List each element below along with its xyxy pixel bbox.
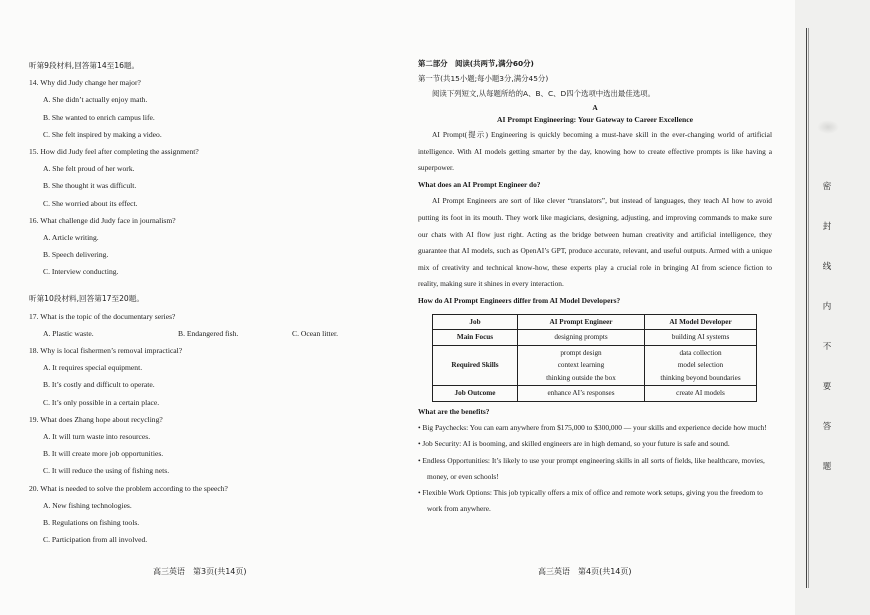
cell-line: context learning [557, 361, 605, 370]
row-label: Main Focus [433, 330, 518, 346]
table-header: AI Model Developer [645, 314, 757, 330]
question-text: 16. What challenge did Judy face in journalism? [29, 215, 176, 225]
table-row [433, 330, 757, 346]
heading-benefits: What are the benefits? [418, 406, 490, 416]
question-text: 18. Why is local fishermen’s removal impractical? [29, 346, 183, 355]
answer-option: A. Article writing. [43, 232, 99, 242]
page-footer-left: 高三英语 第3页(共14页) [153, 567, 247, 576]
benefit-item: • Flexible Work Options: This job typically offers a mix of office and remote work setups, giving you the freedom to work from anywhere. [418, 487, 763, 514]
table-header: Job [433, 314, 518, 330]
cell-line: building AI systems [671, 333, 730, 342]
seal-char: 答 [822, 422, 832, 432]
questions-14-16 [29, 57, 389, 280]
seal-char: 不 [822, 342, 832, 352]
answer-option: B. It will create more job opportunities. [43, 449, 164, 459]
option-c: C. Ocean litter. [292, 328, 338, 338]
seal-char: 题 [822, 462, 832, 472]
reading-section [418, 57, 772, 517]
heading-role: What does an AI Prompt Engineer do? [418, 179, 541, 189]
table-cell [518, 386, 645, 402]
answer-option: B. She thought it was difficult. [43, 181, 137, 191]
answer-option: A. New fishing technologies. [43, 500, 132, 510]
seal-char: 内 [822, 302, 832, 312]
question-text: 14. Why did Judy change her major? [29, 78, 141, 88]
benefit-item: • Job Security: AI is booming, and skilled engineers are in high demand, so your future is safe and sound. [418, 439, 730, 449]
question-17-options [29, 325, 389, 342]
answer-option: A. She felt proud of her work. [43, 164, 135, 174]
seal-char: 要 [822, 382, 832, 392]
answer-option: C. It will reduce the using of fishing nets. [43, 466, 170, 476]
seal-char: 线 [822, 262, 832, 272]
section-instruction: 听第9段材料,回答第14至16题。 [29, 61, 140, 70]
question-text: 15. How did Judy feel after completing the assignment? [29, 146, 199, 156]
question-text: 19. What does Zhang hope about recycling? [29, 414, 163, 424]
table-cell [518, 330, 645, 346]
answer-option: B. She wanted to enrich campus life. [43, 112, 155, 122]
table-cell [645, 386, 757, 402]
table-cell [645, 330, 757, 346]
answer-option: C. Participation from all involved. [43, 535, 148, 545]
cell-line: model selection [677, 361, 724, 370]
heading-difference: How do AI Prompt Engineers differ from AI Model Developers? [418, 295, 621, 305]
answer-option: A. It requires special equipment. [43, 363, 143, 373]
answer-option: A. It will turn waste into resources. [43, 431, 151, 441]
seal-notice [820, 180, 834, 500]
question-text: 20. What is needed to solve the problem according to the speech? [29, 483, 228, 493]
scan-smudge [817, 120, 839, 134]
option-a: A. Plastic waste. [43, 328, 94, 338]
answer-option: C. She felt inspired by making a video. [43, 129, 162, 139]
seal-char: 封 [822, 222, 832, 232]
cell-line: enhance AI’s responses [547, 389, 615, 398]
cell-line: designing prompts [554, 333, 608, 342]
cell-line: data collection [679, 348, 722, 357]
benefit-item: • Endless Opportunities: It’s likely to use your prompt engineering skills in all sorts of fields, like healthcare, movies, money, or even schools! [418, 455, 765, 481]
table-header: AI Prompt Engineer [518, 314, 645, 330]
passage-title: AI Prompt Engineering: Your Gateway to Career Excellence [497, 115, 693, 124]
option-b: B. Endangered fish. [178, 328, 239, 338]
row-label: Job Outcome [433, 386, 518, 402]
table-cell [518, 345, 645, 386]
listening-section [29, 57, 389, 548]
answer-option: B. It’s costly and difficult to operate. [43, 380, 155, 390]
part-heading: 第二部分 阅读(共两节,满分60分) [418, 59, 534, 68]
questions-18-20 [29, 342, 389, 548]
table-cell [645, 345, 757, 386]
seal-char: 密 [822, 182, 832, 192]
answer-option: C. It’s only possible in a certain place. [43, 397, 160, 407]
row-label: Required Skills [433, 345, 518, 386]
paragraph-1: AI Prompt(提示) Engineering is quickly becoming a must-have skill in the ever-changing world of artificial intelligence. With AI models getting smarter by the day, knowing how to create effective prompts is like having a superpower. [418, 130, 772, 173]
seal-line [806, 28, 807, 588]
answer-option: C. Interview conducting. [43, 267, 119, 277]
page-footer-right: 高三英语 第4页(共14页) [538, 567, 632, 576]
table-row [433, 345, 757, 386]
answer-option: B. Regulations on fishing tools. [43, 517, 140, 527]
section-heading: 第一节(共15小题;每小题3分,满分45分) [418, 74, 549, 83]
section-10-instruction: 听第10段材料,回答第17至20题。 [29, 294, 144, 304]
seal-line [808, 28, 809, 588]
table-row [433, 386, 757, 402]
answer-option: B. Speech delivering. [43, 250, 109, 260]
answer-option: C. She worried about its effect. [43, 198, 138, 208]
answer-option: A. She didn’t actually enjoy math. [43, 95, 148, 105]
comparison-table [432, 314, 757, 402]
passage-letter: A [592, 103, 598, 112]
instruction: 阅读下列短文,从每题所给的A、B、C、D四个选项中选出最佳选项。 [432, 89, 655, 98]
paragraph-2: AI Prompt Engineers are sort of like clever “translators”, but instead of languages, they teach AI how to avoid putting its foot in its mouth. They work like magicians, designing, adjusting, and improving commands to make sure our chats with AI flow just right. Acting as the bridge between human creativity and artificial intelligence, they guarantee that AI models, such as OpenAI’s GPT, produce accurate, relevant, and useful outputs. Armed with a unique mix of creativity and technical know-how, these experts play a crucial role in bringing AI from science fiction to reality, making sure it shines in every interaction. [418, 196, 772, 289]
cell-line: prompt design [560, 348, 602, 357]
cell-line: thinking outside the box [546, 373, 616, 382]
question-17: 17. What is the topic of the documentary series? [29, 311, 176, 321]
cell-line: thinking beyond boundaries [660, 373, 741, 382]
benefit-item: • Big Paychecks: You can earn anywhere from $175,000 to $300,000 — your skills and experience decide how much! [418, 423, 767, 433]
table-header-row [433, 314, 757, 330]
cell-line: create AI models [676, 389, 725, 398]
